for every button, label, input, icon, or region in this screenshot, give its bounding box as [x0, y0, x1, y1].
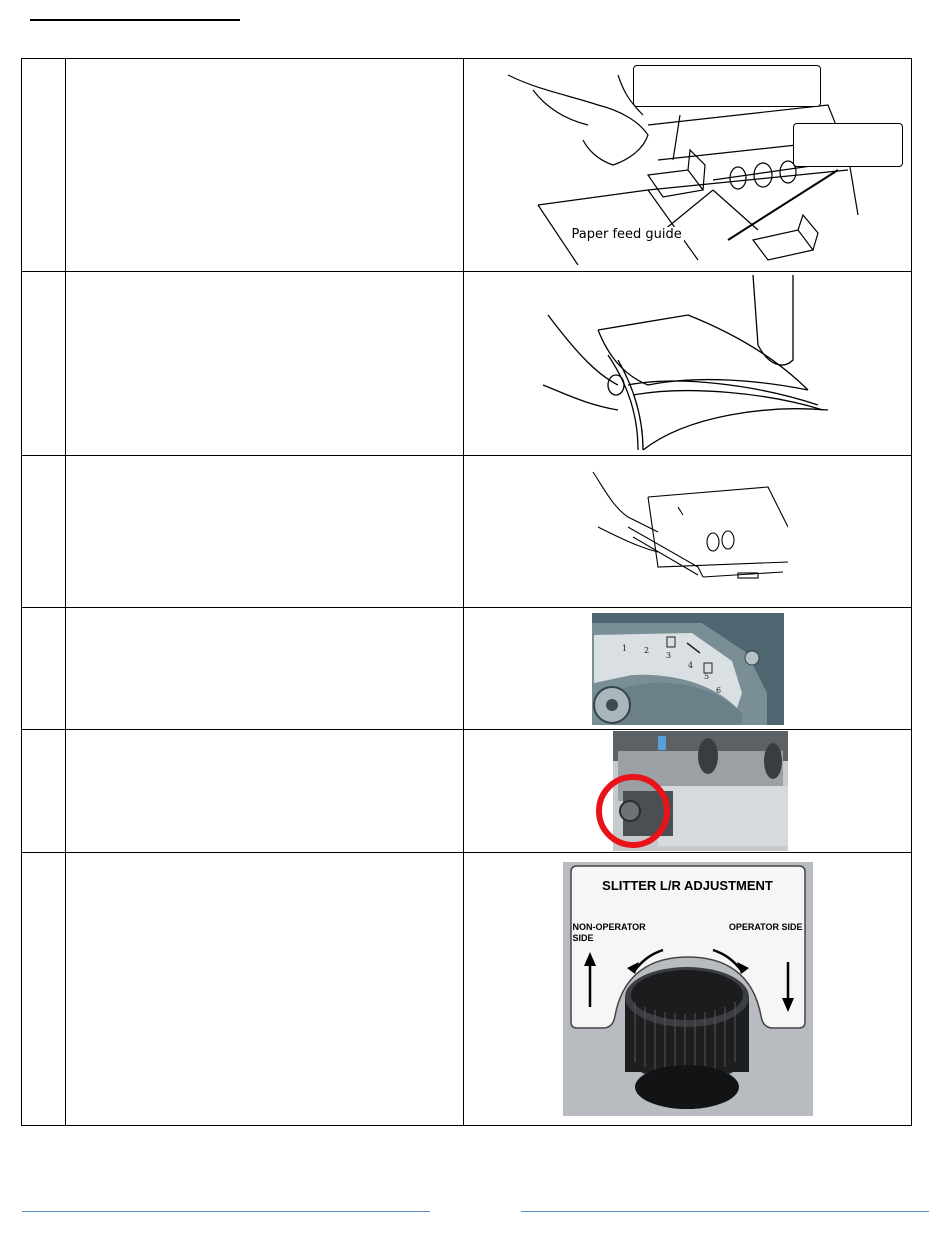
step-number-cell — [22, 853, 66, 1126]
non-operator-line2: SIDE — [572, 933, 594, 943]
svg-text:6: 6 — [715, 685, 721, 695]
instruction-table — [21, 58, 912, 1126]
feed-guide-figure — [498, 65, 878, 265]
step-number-cell — [22, 456, 66, 608]
step-figure-cell — [464, 853, 912, 1126]
callout-box-right — [793, 123, 903, 167]
step-row-4 — [22, 608, 912, 730]
step-row-3 — [22, 456, 912, 608]
section-title-underline — [30, 19, 240, 21]
svg-text:1: 1 — [621, 643, 627, 653]
slitter-panel-graphic — [563, 862, 813, 1116]
step-row-2 — [22, 272, 912, 456]
step-number-cell — [22, 608, 66, 730]
svg-text:4: 4 — [687, 660, 693, 670]
step-text-cell — [66, 608, 464, 730]
fan-paper-illustration — [538, 275, 838, 453]
paper-feed-guide-label: Paper feed guide — [571, 227, 682, 242]
svg-text:5: 5 — [703, 671, 709, 681]
callout-box-upper — [633, 65, 821, 107]
step-text-cell — [66, 853, 464, 1126]
svg-text:2: 2 — [643, 645, 649, 655]
step-text-cell — [66, 272, 464, 456]
non-operator-line1: NON-OPERATOR — [572, 922, 646, 932]
step-row-1 — [22, 59, 912, 272]
roller-lever-photo — [588, 731, 788, 851]
footer-rule-left — [22, 1211, 430, 1212]
step-row-5 — [22, 730, 912, 853]
load-paper-figure — [588, 467, 788, 597]
roller-lever-image — [588, 731, 788, 851]
non-operator-side-label — [573, 922, 646, 944]
footer-rule-right — [521, 1211, 929, 1212]
step-figure-cell — [464, 608, 912, 730]
step-text-cell — [66, 730, 464, 853]
step-text-cell — [66, 59, 464, 272]
step-row-6 — [22, 853, 912, 1126]
step-figure-cell — [464, 272, 912, 456]
step-figure-cell — [464, 730, 912, 853]
slitter-adjustment-photo — [563, 862, 813, 1116]
fold-dial-image — [592, 613, 784, 725]
step-figure-cell — [464, 59, 912, 272]
step-number-cell — [22, 59, 66, 272]
step-figure-cell — [464, 456, 912, 608]
fold-dial-photo — [592, 613, 784, 725]
step-text-cell — [66, 456, 464, 608]
step-number-cell — [22, 272, 66, 456]
svg-text:3: 3 — [665, 650, 671, 660]
load-paper-illustration — [588, 467, 788, 597]
fan-paper-figure — [538, 275, 838, 453]
operator-side-label: OPERATOR SIDE — [728, 922, 803, 932]
slitter-title: SLITTER L/R ADJUSTMENT — [602, 878, 773, 893]
step-number-cell — [22, 730, 66, 853]
